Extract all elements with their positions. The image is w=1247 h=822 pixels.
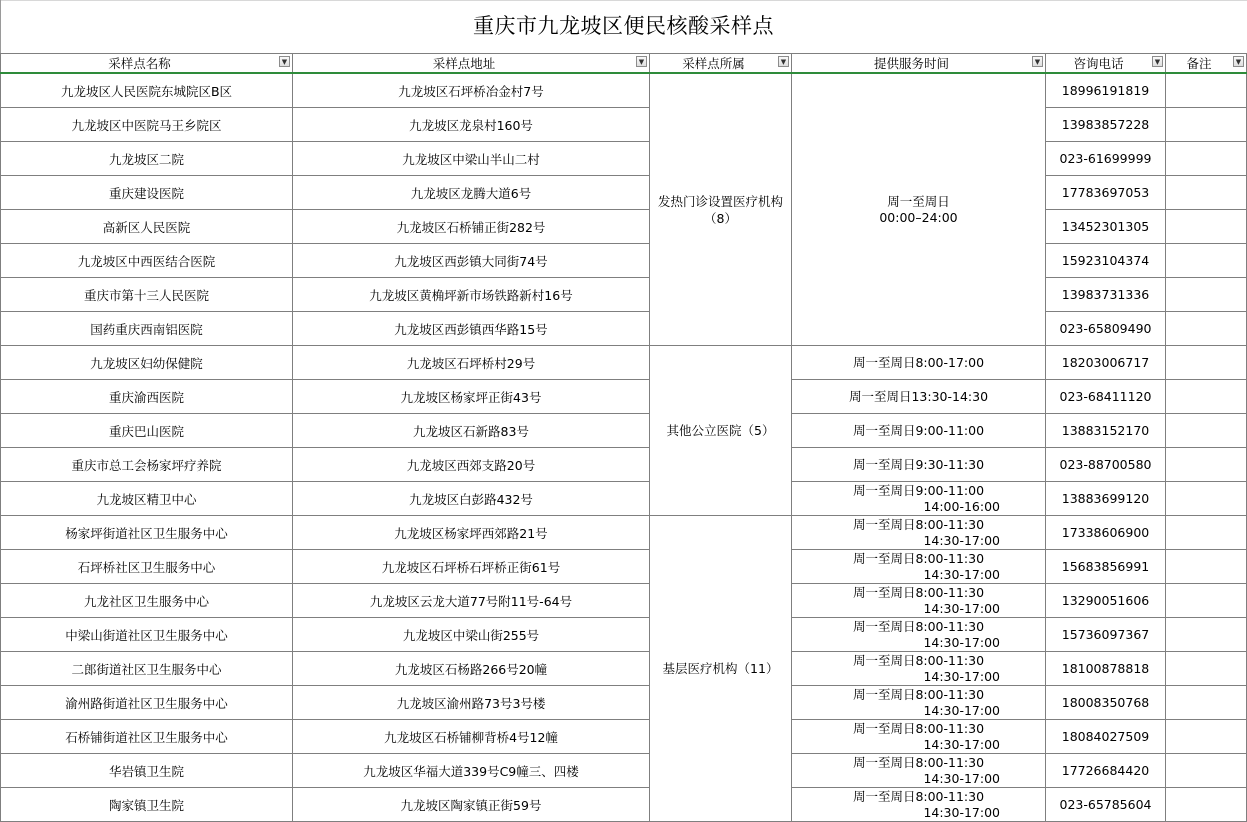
cell-phone: 17338606900 [1046,516,1166,550]
table-row [1,244,1247,278]
cell-service-hours [792,550,1046,584]
table-row [1,652,1247,686]
cell-address: 九龙坡区石新路83号 [293,414,650,448]
cell-site-name: 重庆巴山医院 [1,414,293,448]
service-hours-line: 周一至周日8:00-11:30 [852,652,985,668]
cell-note [1166,380,1247,414]
table-row [1,618,1247,652]
table-row [1,108,1247,142]
table-body [1,73,1247,822]
cell-note [1166,108,1247,142]
table-row [1,312,1247,346]
cell-address: 九龙坡区西彭镇大同街74号 [293,244,650,278]
cell-phone: 13883699120 [1046,482,1166,516]
cell-service-hours [792,686,1046,720]
cell-note [1166,550,1247,584]
cell-phone: 18008350768 [1046,686,1166,720]
cell-service-hours [792,584,1046,618]
cell-site-name: 九龙坡区人民医院东城院区B区 [1,73,293,108]
cell-address: 九龙坡区石坪桥冶金村7号 [293,73,650,108]
cell-service-hours [792,380,1046,414]
col-header-address-label: 采样点地址 [432,56,496,71]
cell-address: 九龙坡区华福大道339号C9幢三、四楼 [293,754,650,788]
cell-service-hours [792,448,1046,482]
cell-address: 九龙坡区西郊支路20号 [293,448,650,482]
cell-phone: 023-68411120 [1046,380,1166,414]
cell-phone: 18996191819 [1046,73,1166,108]
cell-service-hours [792,652,1046,686]
service-hours-line: 14:30-17:00 [923,566,1000,582]
cell-address: 九龙坡区石坪桥石坪桥正街61号 [293,550,650,584]
cell-note [1166,686,1247,720]
cell-address: 九龙坡区中梁山街255号 [293,618,650,652]
cell-phone: 023-88700580 [1046,448,1166,482]
filter-dropdown-icon[interactable]: ▼ [636,56,647,67]
col-header-note [1166,54,1247,74]
cell-phone: 13883152170 [1046,414,1166,448]
cell-phone: 18203006717 [1046,346,1166,380]
cell-site-name: 国药重庆西南铝医院 [1,312,293,346]
cell-service-hours [792,516,1046,550]
sampling-points-table [0,53,1247,822]
table-row [1,210,1247,244]
cell-service-hours [792,618,1046,652]
cell-site-name: 九龙坡区精卫中心 [1,482,293,516]
cell-note [1166,754,1247,788]
table-row [1,584,1247,618]
cell-address: 九龙坡区杨家坪正街43号 [293,380,650,414]
cell-service-hours [792,414,1046,448]
col-header-hours-label: 提供服务时间 [873,56,949,71]
cell-note [1166,210,1247,244]
cell-note [1166,584,1247,618]
cell-phone: 15923104374 [1046,244,1166,278]
service-hours-line: 14:00-16:00 [923,498,1000,514]
cell-address: 九龙坡区石桥铺柳背桥4号12幢 [293,720,650,754]
service-hours-line: 14:30-17:00 [923,804,1000,820]
filter-dropdown-icon[interactable]: ▼ [279,56,290,67]
cell-note [1166,414,1247,448]
cell-phone: 13452301305 [1046,210,1166,244]
service-hours-line: 周一至周日9:30-11:30 [852,456,985,472]
service-hours-line: 周一至周日8:00-11:30 [852,754,985,770]
service-hours-line: 14:30-17:00 [923,634,1000,650]
table-row [1,720,1247,754]
cell-site-name: 杨家坪街道社区卫生服务中心 [1,516,293,550]
cell-phone: 13983731336 [1046,278,1166,312]
filter-dropdown-icon[interactable]: ▼ [1152,56,1163,67]
table-row [1,516,1247,550]
cell-phone: 18084027509 [1046,720,1166,754]
cell-note [1166,652,1247,686]
cell-phone: 13983857228 [1046,108,1166,142]
table-row [1,788,1247,822]
cell-site-name: 重庆市总工会杨家坪疗养院 [1,448,293,482]
cell-site-name: 陶家镇卫生院 [1,788,293,822]
col-header-name-label: 采样点名称 [108,56,171,71]
service-hours-line: 周一至周日8:00-11:30 [852,550,985,566]
cell-phone: 17783697053 [1046,176,1166,210]
col-header-name [1,54,293,74]
cell-note [1166,448,1247,482]
cell-service-hours [792,754,1046,788]
header-row [1,54,1247,74]
cell-note [1166,312,1247,346]
cell-note [1166,73,1247,108]
cell-address: 九龙坡区云龙大道77号附11号-64号 [293,584,650,618]
service-hours-line: 14:30-17:00 [923,532,1000,548]
cell-address: 九龙坡区石杨路266号20幢 [293,652,650,686]
service-hours-line: 周一至周日8:00-11:30 [852,516,985,532]
col-header-hours [792,54,1046,74]
service-hours-line: 周一至周日 [887,193,950,209]
cell-phone: 023-65785604 [1046,788,1166,822]
cell-phone: 15683856991 [1046,550,1166,584]
table-row [1,754,1247,788]
cell-phone: 15736097367 [1046,618,1166,652]
service-hours-line: 00:00–24:00 [879,209,958,225]
col-header-phone [1046,54,1166,74]
service-hours-line: 14:30-17:00 [923,600,1000,616]
table-row [1,448,1247,482]
service-hours-line: 周一至周日8:00-11:30 [852,788,985,804]
cell-site-name: 石桥铺街道社区卫生服务中心 [1,720,293,754]
cell-address: 九龙坡区中梁山半山二村 [293,142,650,176]
col-header-phone-label: 咨询电话 [1073,56,1124,71]
cell-address: 九龙坡区龙腾大道6号 [293,176,650,210]
service-hours-line: 14:30-17:00 [923,736,1000,752]
cell-address: 九龙坡区石桥铺正街282号 [293,210,650,244]
cell-address: 九龙坡区白彭路432号 [293,482,650,516]
table-row [1,142,1247,176]
service-hours-line: 14:30-17:00 [923,668,1000,684]
table-row [1,550,1247,584]
cell-address: 九龙坡区西彭镇西华路15号 [293,312,650,346]
service-hours-line: 周一至周日8:00-17:00 [852,354,985,370]
service-hours-line: 周一至周日9:00-11:00 [852,482,985,498]
filter-dropdown-icon[interactable]: ▼ [1032,56,1043,67]
cell-note [1166,482,1247,516]
page-title: 重庆市九龙坡区便民核酸采样点 [473,14,774,38]
service-hours-line: 周一至周日8:00-11:30 [852,720,985,736]
filter-dropdown-icon[interactable]: ▼ [778,56,789,67]
col-header-category [650,54,792,74]
cell-note [1166,142,1247,176]
filter-dropdown-icon[interactable]: ▼ [1233,56,1244,67]
table-row [1,278,1247,312]
table-row [1,380,1247,414]
cell-service-hours [792,788,1046,822]
col-header-note-label: 备注 [1186,56,1212,71]
cell-site-name: 九龙坡区二院 [1,142,293,176]
cell-site-name: 九龙坡区中医院马王乡院区 [1,108,293,142]
table-row [1,482,1247,516]
cell-note [1166,244,1247,278]
cell-address: 九龙坡区黄桷坪新市场铁路新村16号 [293,278,650,312]
cell-site-name: 华岩镇卫生院 [1,754,293,788]
cell-phone: 023-61699999 [1046,142,1166,176]
cell-address: 九龙坡区陶家镇正街59号 [293,788,650,822]
col-header-address [293,54,650,74]
cell-site-name: 二郎街道社区卫生服务中心 [1,652,293,686]
cell-service-hours [792,720,1046,754]
cell-site-name: 高新区人民医院 [1,210,293,244]
col-header-category-label: 采样点所属 [682,56,745,71]
cell-note [1166,176,1247,210]
service-hours-line: 周一至周日8:00-11:30 [852,584,985,600]
cell-site-name: 石坪桥社区卫生服务中心 [1,550,293,584]
cell-address: 九龙坡区石坪桥村29号 [293,346,650,380]
cell-phone: 13290051606 [1046,584,1166,618]
cell-category: 基层医疗机构（11） [650,516,792,822]
service-hours-line: 周一至周日8:00-11:30 [852,686,985,702]
cell-site-name: 中梁山街道社区卫生服务中心 [1,618,293,652]
cell-service-hours [792,346,1046,380]
table-row [1,346,1247,380]
cell-note [1166,788,1247,822]
table-row [1,176,1247,210]
service-hours-line: 周一至周日8:00-11:30 [852,618,985,634]
cell-category: 发热门诊设置医疗机构（8） [650,73,792,346]
cell-phone: 023-65809490 [1046,312,1166,346]
cell-phone: 18100878818 [1046,652,1166,686]
table-row [1,414,1247,448]
cell-note [1166,278,1247,312]
cell-site-name: 重庆渝西医院 [1,380,293,414]
cell-address: 九龙坡区龙泉村160号 [293,108,650,142]
cell-service-hours [792,482,1046,516]
service-hours-line: 周一至周日9:00-11:00 [852,422,985,438]
table-row [1,73,1247,108]
cell-address: 九龙坡区杨家坪西郊路21号 [293,516,650,550]
cell-category: 其他公立医院（5） [650,346,792,516]
table-row [1,686,1247,720]
cell-site-name: 九龙坡区中西医结合医院 [1,244,293,278]
cell-site-name: 重庆市第十三人民医院 [1,278,293,312]
cell-site-name: 重庆建设医院 [1,176,293,210]
cell-site-name: 九龙社区卫生服务中心 [1,584,293,618]
cell-note [1166,618,1247,652]
cell-note [1166,346,1247,380]
cell-address: 九龙坡区渝州路73号3号楼 [293,686,650,720]
cell-site-name: 渝州路街道社区卫生服务中心 [1,686,293,720]
service-hours-line: 周一至周日13:30-14:30 [848,388,989,404]
cell-phone: 17726684420 [1046,754,1166,788]
cell-note [1166,516,1247,550]
cell-service-hours [792,73,1046,346]
cell-note [1166,720,1247,754]
cell-site-name: 九龙坡区妇幼保健院 [1,346,293,380]
service-hours-line: 14:30-17:00 [923,702,1000,718]
service-hours-line: 14:30-17:00 [923,770,1000,786]
